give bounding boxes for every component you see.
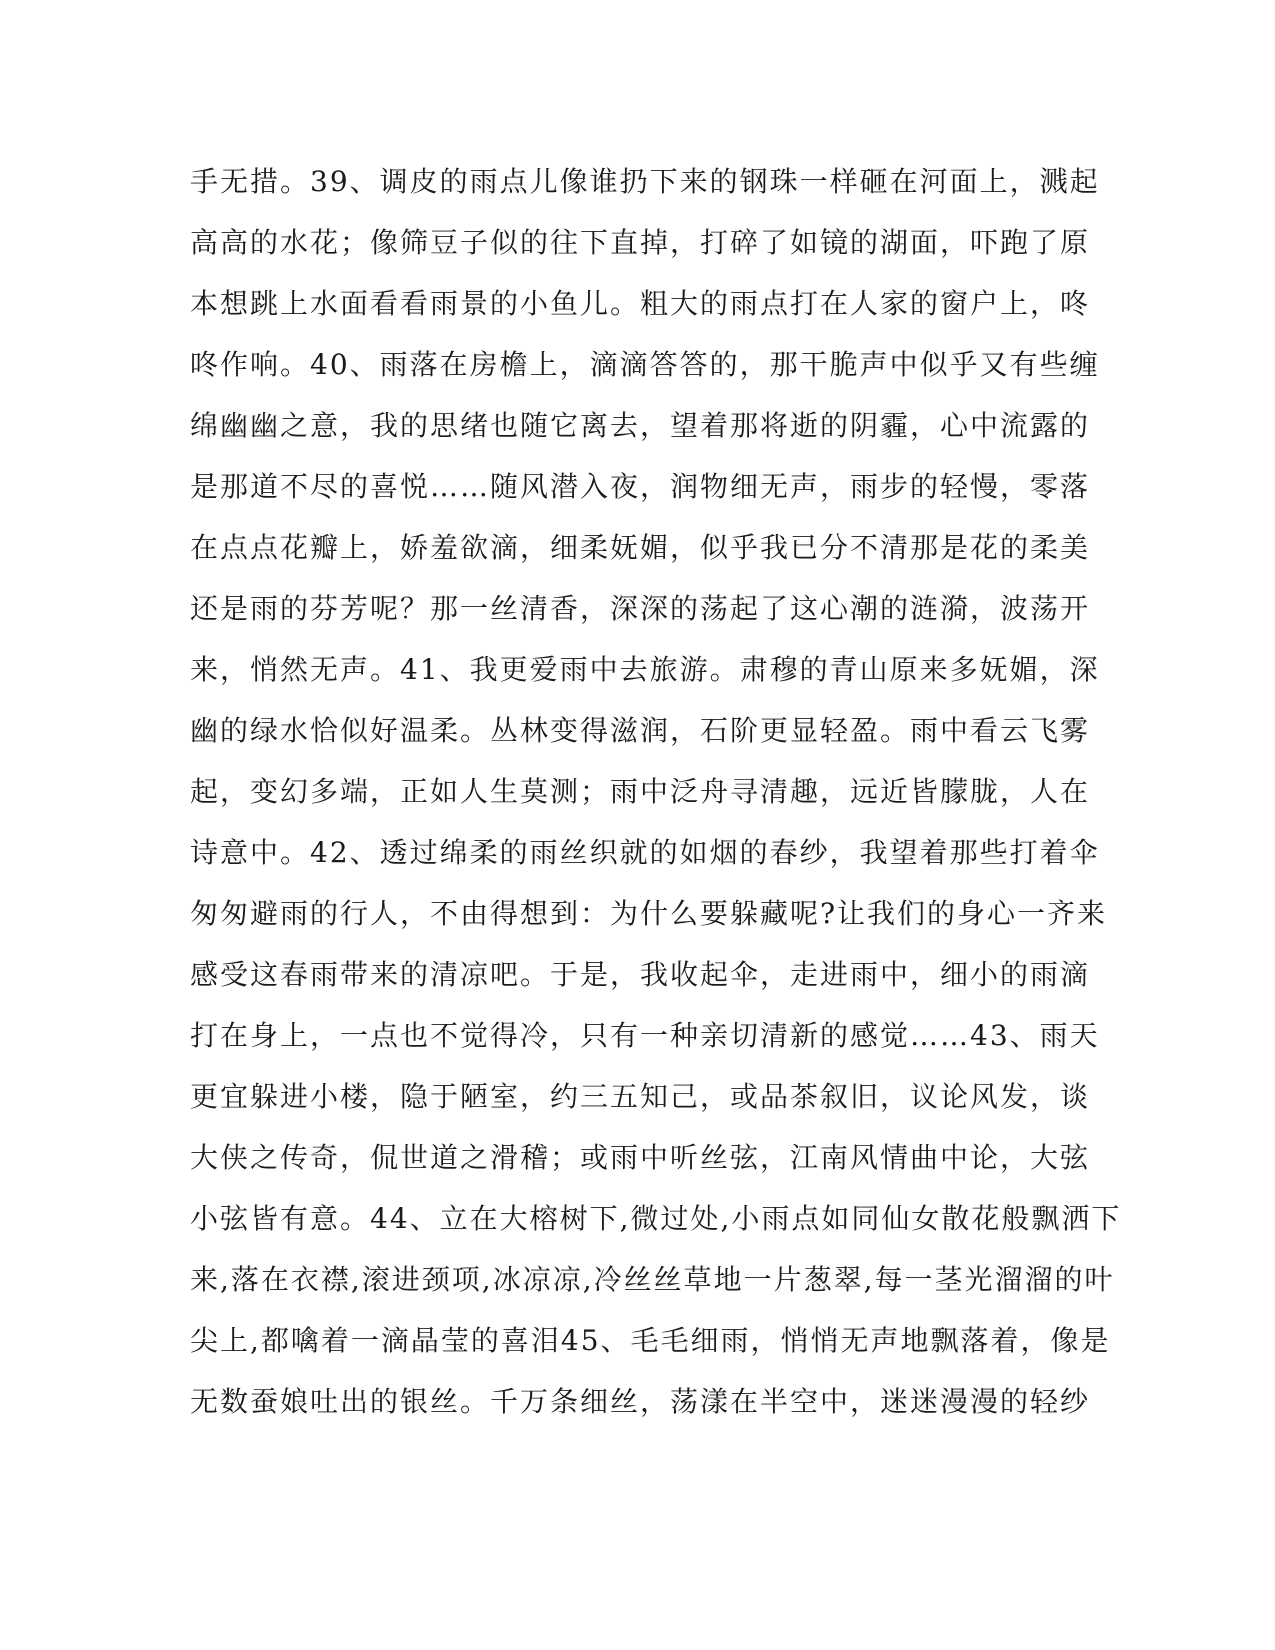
text-line: 尖上,都噙着一滴晶莹的喜泪45、毛毛细雨，悄悄无声地飘落着，像是: [190, 1324, 1111, 1357]
text-line: 还是雨的芬芳呢？那一丝清香，深深的荡起了这心潮的涟漪，波荡开: [190, 592, 1091, 625]
text-line: 手无措。39、调皮的雨点儿像谁扔下来的钢珠一样砸在河面上，溅起: [190, 165, 1100, 198]
text-line: 感受这春雨带来的清凉吧。于是，我收起伞，走进雨中，细小的雨滴: [190, 958, 1091, 991]
text-line: 高高的水花；像筛豆子似的往下直掉，打碎了如镜的湖面，吓跑了原: [190, 226, 1091, 259]
text-line: 无数蚕娘吐出的银丝。千万条细丝，荡漾在半空中，迷迷漫漫的轻纱: [190, 1385, 1091, 1418]
text-line: 绵幽幽之意，我的思绪也随它离去，望着那将逝的阴霾，心中流露的: [190, 409, 1091, 442]
text-line: 是那道不尽的喜悦……随风潜入夜，润物细无声，雨步的轻慢，零落: [190, 470, 1091, 503]
text-line: 打在身上，一点也不觉得冷，只有一种亲切清新的感觉……43、雨天: [190, 1019, 1100, 1052]
text-line: 诗意中。42、透过绵柔的雨丝织就的如烟的春纱，我望着那些打着伞: [190, 836, 1100, 869]
text-line: 咚作响。40、雨落在房檐上，滴滴答答的，那干脆声中似乎又有些缠: [190, 348, 1100, 381]
text-line: 匆匆避雨的行人，不由得想到：为什么要躲藏呢?让我们的身心一齐来: [190, 897, 1108, 930]
body-text: [190, 164, 1122, 1445]
text-line: 起，变幻多端，正如人生莫测；雨中泛舟寻清趣，远近皆朦胧，人在: [190, 775, 1091, 808]
text-line: 来,落在衣襟,滚进颈项,冰凉凉,冷丝丝草地一片葱翠,每一茎光溜溜的叶: [190, 1263, 1115, 1296]
text-line: 来，悄然无声。41、我更爱雨中去旅游。肃穆的青山原来多妩媚，深: [190, 653, 1100, 686]
text-line: 在点点花瓣上，娇羞欲滴，细柔妩媚，似乎我已分不清那是花的柔美: [190, 531, 1091, 564]
text-line: 更宜躲进小楼，隐于陋室，约三五知己，或品茶叙旧，议论风发，谈: [190, 1080, 1091, 1113]
text-line: 本想跳上水面看看雨景的小鱼儿。粗大的雨点打在人家的窗户上，咚: [190, 287, 1091, 320]
text-line: 小弦皆有意。44、立在大榕树下,微过处,小雨点如同仙女散花般飘洒下: [190, 1202, 1122, 1235]
text-line: 幽的绿水恰似好温柔。丛林变得滋润，石阶更显轻盈。雨中看云飞雾: [190, 714, 1091, 747]
text-line: 大侠之传奇，侃世道之滑稽；或雨中听丝弦，江南风情曲中论，大弦: [190, 1141, 1091, 1174]
